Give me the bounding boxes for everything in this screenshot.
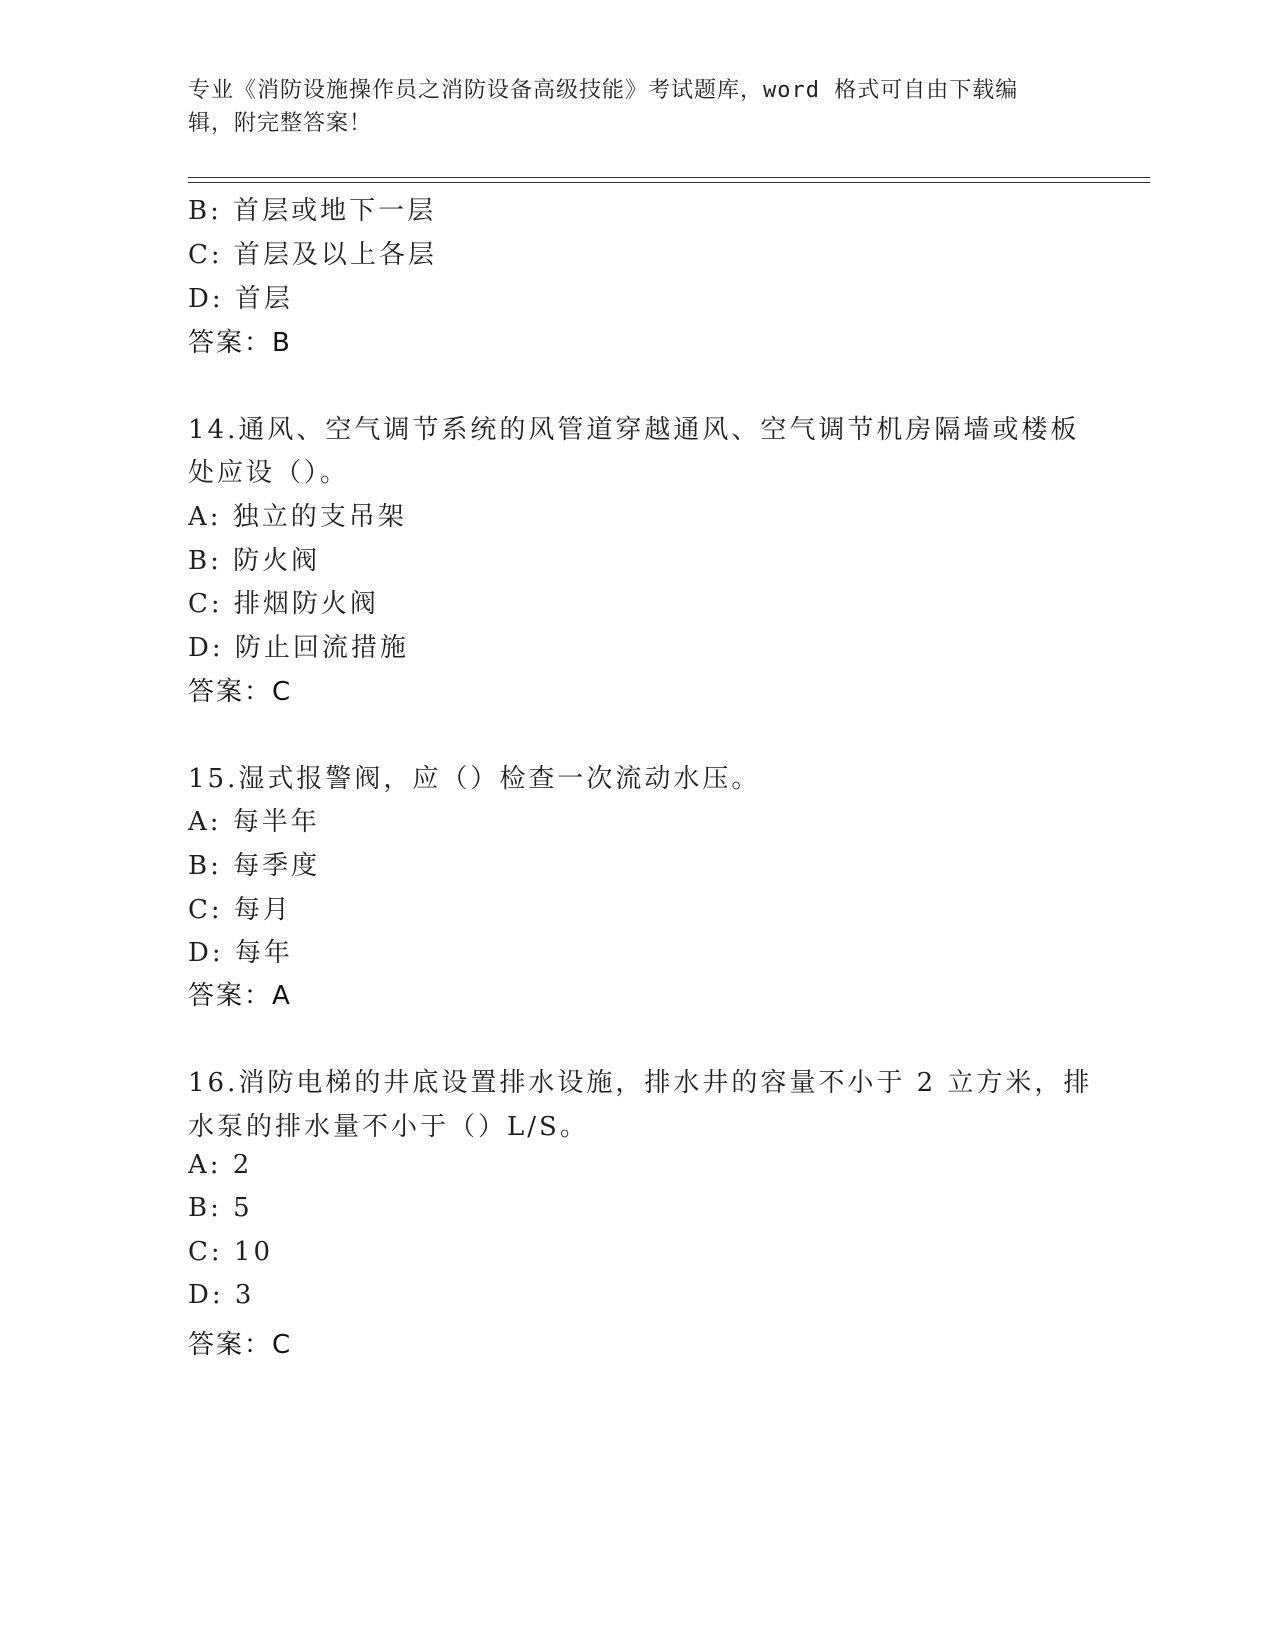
q15-option-d: D: 每年 [188, 938, 293, 968]
q14-answer: 答案：C [188, 677, 293, 707]
q13-option-c: C: 首层及以上各层 [188, 240, 437, 270]
q16-option-d: D: 3 [188, 1280, 255, 1310]
q16-option-b: B: 5 [188, 1193, 253, 1223]
document-header [188, 74, 1088, 140]
q14-option-b: B: 防火阀 [188, 546, 321, 576]
q16-stem-line-2: 水泵的排水量不小于（）L/S。 [188, 1112, 589, 1142]
q14-option-a: A: 独立的支吊架 [188, 502, 407, 532]
q13-option-b: B: 首层或地下一层 [188, 196, 437, 226]
q14-option-c: C: 排烟防火阀 [188, 589, 379, 619]
q15-option-a: A: 每半年 [188, 807, 320, 837]
q15-stem-line-1: 15.湿式报警阀，应（）检查一次流动水压。 [188, 764, 761, 794]
q14-stem-line-2: 处应设（）。 [188, 458, 350, 488]
header-divider-top [188, 177, 1150, 178]
q15-answer: 答案：A [188, 981, 292, 1011]
q13-option-d: D: 首层 [188, 284, 293, 314]
header-line-2: 辑，附完整答案！ [188, 111, 373, 136]
q16-option-a: A: 2 [188, 1150, 253, 1180]
q14-stem-line-1: 14.通风、空气调节系统的风管道穿越通风、空气调节机房隔墙或楼板 [188, 415, 1080, 445]
header-divider-bottom [188, 182, 1150, 183]
q16-answer: 答案：C [188, 1330, 293, 1360]
q16-stem-line-1: 16.消防电梯的井底设置排水设施，排水井的容量不小于 2 立方米，排 [188, 1068, 1093, 1098]
q15-option-b: B: 每季度 [188, 851, 321, 881]
q14-option-d: D: 防止回流措施 [188, 633, 409, 663]
q15-option-c: C: 每月 [188, 895, 292, 925]
q16-option-c: C: 10 [188, 1237, 274, 1267]
header-line-1: 专业《消防设施操作员之消防设备高级技能》考试题库，word 格式可自由下载编 [188, 78, 1019, 103]
q13-answer: 答案：B [188, 328, 292, 358]
